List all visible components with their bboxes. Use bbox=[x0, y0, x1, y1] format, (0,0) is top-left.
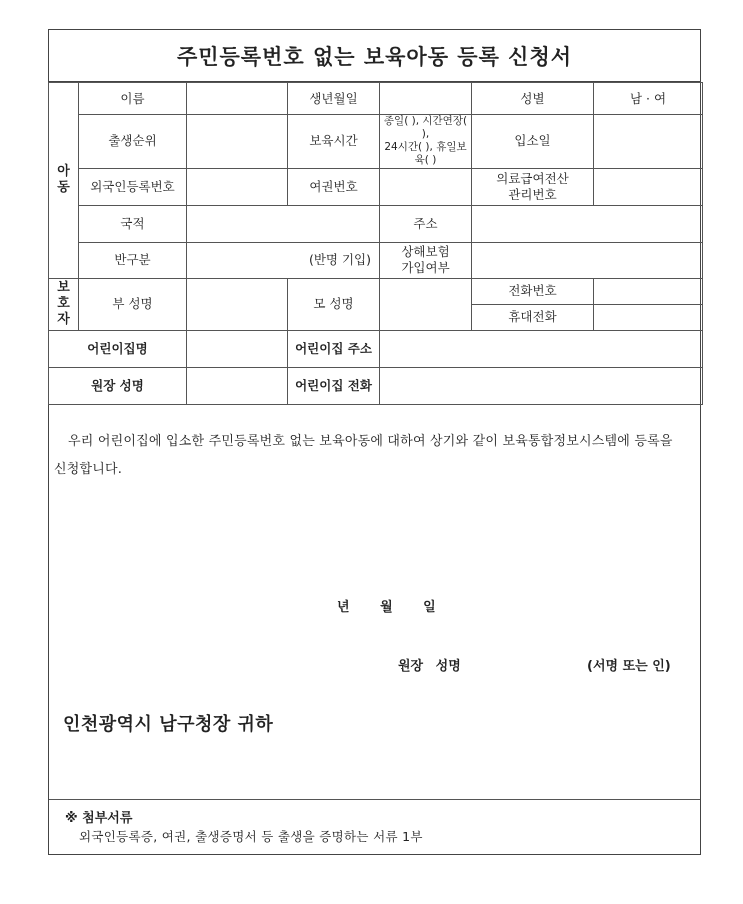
label-address: 주소 bbox=[380, 205, 472, 242]
field-child-name[interactable] bbox=[187, 83, 288, 115]
registration-table bbox=[48, 82, 703, 405]
section-guardian-label: 보 호 자 bbox=[49, 278, 79, 330]
field-mobile[interactable] bbox=[594, 304, 703, 330]
label-care-hours: 보육시간 bbox=[288, 115, 380, 169]
application-statement: 우리 어린이집에 입소한 주민등록번호 없는 보육아동에 대하여 상기와 같이 보육통합정보시스템에 등록을 신청합니다. bbox=[54, 434, 673, 477]
label-passport-no: 여권번호 bbox=[288, 168, 380, 205]
field-mother-name[interactable] bbox=[380, 278, 472, 330]
section-child-label: 아 동 bbox=[49, 83, 79, 279]
label-gender: 성별 bbox=[472, 83, 594, 115]
date-line[interactable]: 년 월 일 bbox=[337, 600, 436, 615]
signature-note[interactable]: (서명 또는 인) bbox=[587, 659, 671, 674]
label-foreigner-reg-no: 외국인등록번호 bbox=[79, 168, 187, 205]
label-father-name: 부 성명 bbox=[79, 278, 187, 330]
label-mother-name: 모 성명 bbox=[288, 278, 380, 330]
label-phone: 전화번호 bbox=[472, 278, 594, 304]
label-medical-aid-no: 의료급여전산 관리번호 bbox=[472, 168, 594, 205]
field-birth-order[interactable] bbox=[187, 115, 288, 169]
label-class-group: 반구분 bbox=[79, 242, 187, 278]
field-address[interactable] bbox=[472, 205, 703, 242]
field-passport-no[interactable] bbox=[380, 168, 472, 205]
label-child-name: 이름 bbox=[79, 83, 187, 115]
label-nationality: 국적 bbox=[79, 205, 187, 242]
attachments-title: ※ 첨부서류 bbox=[65, 811, 133, 826]
field-daycare-address[interactable] bbox=[380, 330, 703, 367]
label-birthdate: 생년월일 bbox=[288, 83, 380, 115]
field-admission-date[interactable] bbox=[594, 115, 703, 169]
label-daycare-phone: 어린이집 전화 bbox=[288, 367, 380, 404]
field-foreigner-reg-no[interactable] bbox=[187, 168, 288, 205]
form-title: 주민등록번호 없는 보육아동 등록 신청서 bbox=[49, 30, 700, 82]
application-form bbox=[48, 29, 701, 855]
label-daycare-address: 어린이집 주소 bbox=[288, 330, 380, 367]
field-daycare-name[interactable] bbox=[187, 330, 288, 367]
field-gender[interactable]: 남 · 여 bbox=[594, 83, 703, 115]
field-insurance[interactable] bbox=[472, 242, 703, 278]
attachments-body: 외국인등록증, 여권, 출생증명서 등 출생을 증명하는 서류 1부 bbox=[79, 829, 423, 844]
field-birthdate[interactable] bbox=[380, 83, 472, 115]
field-medical-aid-no[interactable] bbox=[594, 168, 703, 205]
label-daycare-name: 어린이집명 bbox=[49, 330, 187, 367]
label-mobile: 휴대전화 bbox=[472, 304, 594, 330]
field-phone[interactable] bbox=[594, 278, 703, 304]
field-class-group[interactable] bbox=[187, 242, 380, 278]
recipient: 인천광역시 남구청장 귀하 bbox=[63, 714, 274, 735]
field-care-hours[interactable]: 종일( ), 시간연장( ), 24시간( ), 휴일보육( ) bbox=[380, 115, 472, 169]
field-father-name[interactable] bbox=[187, 278, 288, 330]
application-body bbox=[49, 397, 700, 800]
field-nationality[interactable] bbox=[187, 205, 380, 242]
label-director-name: 원장 성명 bbox=[49, 367, 187, 404]
signature-label: 원장 성명 bbox=[398, 659, 461, 674]
label-birth-order: 출생순위 bbox=[79, 115, 187, 169]
class-group-note: (반명 기입) bbox=[308, 252, 371, 268]
label-admission-date: 입소일 bbox=[472, 115, 594, 169]
label-insurance: 상해보험 가입여부 bbox=[380, 242, 472, 278]
